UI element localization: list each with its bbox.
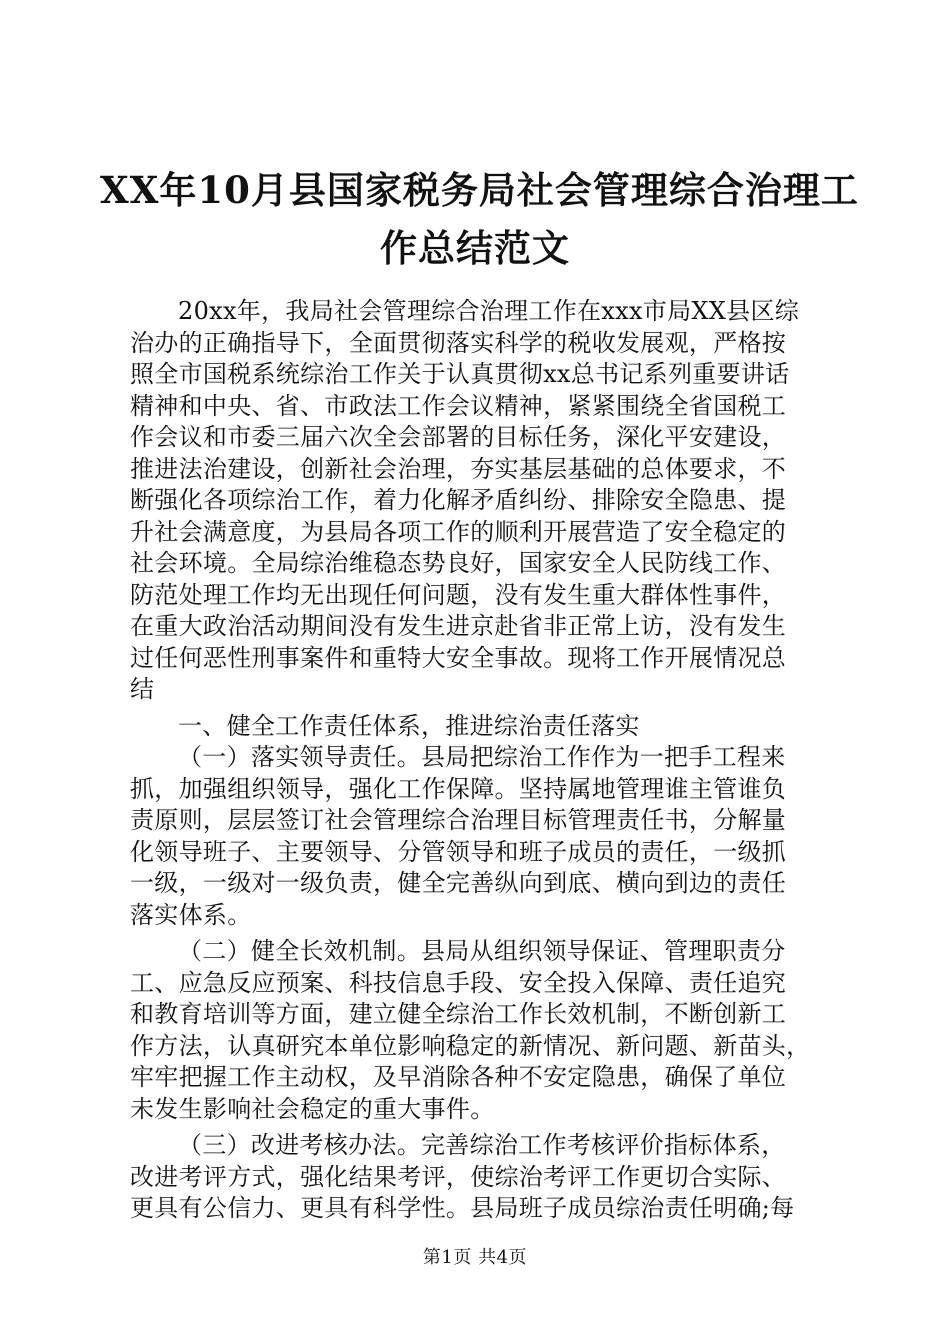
- text-line: 作会议和市委三届六次全会部署的目标任务，深化平安建设，: [130, 423, 787, 451]
- text-line: 更具有公信力、更具有科学性。县局班子成员综治责任明确;每: [130, 1194, 795, 1222]
- text-line: 工、应急反应预案、科技信息手段、安全投入保障、责任追究: [130, 968, 787, 997]
- text-line: 在重大政治活动期间没有发生进京赴省非正常上访，没有发生: [130, 612, 787, 640]
- text-line: （三）改进考核办法。完善综治工作考核评价指标体系，: [178, 1131, 786, 1159]
- text-line: （二）健全长效机制。县局从组织领导保证、管理职责分: [178, 937, 786, 965]
- document-title-line-1: XX年10月县国家税务局社会管理综合治理工: [100, 168, 859, 212]
- paragraph-item-2: [130, 936, 830, 1125]
- text-line: 牢牢把握工作主动权，及早消除各种不安定隐患，确保了单位: [130, 1063, 787, 1091]
- paragraph-item-3: [130, 1130, 830, 1225]
- text-line: 推进法治建设，创新社会治理，夯实基层基础的总体要求，不: [130, 454, 787, 483]
- text-line: 精神和中央、省、市政法工作会议精神，紧紧围绕全省国税工: [130, 391, 787, 420]
- document-body: [130, 296, 830, 1225]
- text-line: 照全市国税系统综治工作关于认真贯彻xx总书记系列重要讲话: [130, 360, 790, 388]
- section-heading: [130, 711, 830, 743]
- text-line: 改进考评方式，强化结果考评，使综治考评工作更切合实际、: [130, 1162, 787, 1191]
- text-line: 断强化各项综治工作，着力化解矛盾纠纷、排除安全隐患、提: [130, 486, 787, 514]
- text-line: 升社会满意度，为县局各项工作的顺利开展营造了安全稳定的: [130, 517, 787, 546]
- text-line: 防范处理工作均无出现任何问题，没有发生重大群体性事件，: [130, 580, 787, 609]
- text-line: 作方法，认真研究本单位影响稳定的新情况、新问题、新苗头，: [130, 1031, 811, 1060]
- text-line: 过任何恶性刑事案件和重特大安全事故。现将工作开展情况总: [130, 643, 787, 672]
- text-line: 落实体系。: [130, 900, 252, 929]
- heading-line: 一、健全工作责任体系，推进综治责任落实: [178, 711, 640, 740]
- paragraph-item-1: [130, 742, 830, 931]
- text-line: 抓，加强组织领导，强化工作保障。坚持属地管理谁主管谁负: [130, 774, 787, 803]
- text-line: 治办的正确指导下，全面贯彻落实科学的税收发展观，严格按: [130, 328, 787, 357]
- text-line: 社会环境。全局综治维稳态势良好，国家安全人民防线工作、: [130, 549, 787, 577]
- page-footer: 第1页 共4页: [422, 1247, 528, 1268]
- text-line: 和教育培训等方面，建立健全综治工作长效机制，不断创新工: [130, 1000, 787, 1028]
- text-line: 一级，一级对一级负责，健全完善纵向到底、横向到边的责任: [130, 869, 787, 897]
- document-title-line-2: 作总结范文: [380, 226, 570, 270]
- paragraph-intro: [130, 296, 830, 706]
- text-line: 结: [130, 675, 155, 703]
- text-line: 未发生影响社会稳定的重大事件。: [130, 1094, 495, 1123]
- text-line: 化领导班子、主要领导、分管领导和班子成员的责任，一级抓: [130, 837, 787, 866]
- text-line: （一）落实领导责任。县局把综治工作作为一把手工程来: [178, 743, 786, 771]
- text-line: 20xx年，我局社会管理综合治理工作在xxx市局XX县区综: [178, 297, 800, 325]
- text-line: 责原则，层层签订社会管理综合治理目标管理责任书，分解量: [130, 806, 787, 834]
